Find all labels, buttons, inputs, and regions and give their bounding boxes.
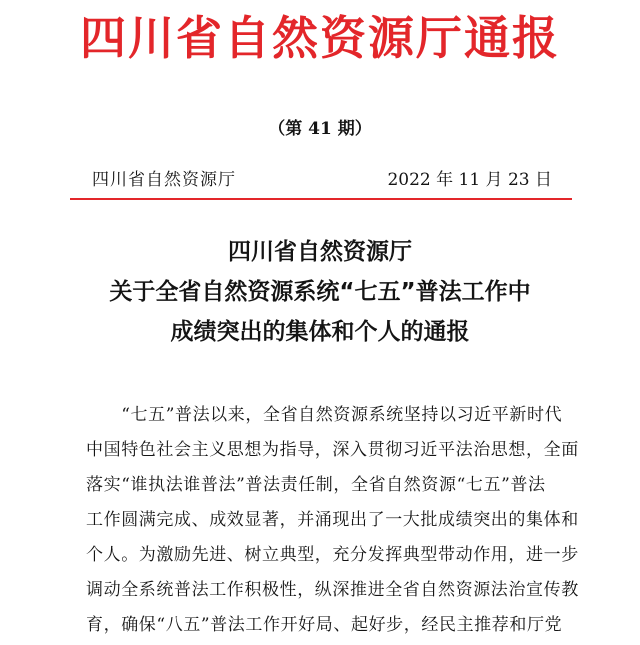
body-line: 育，确保“八五”普法工作开好局、起好步，经民主推荐和厅党 [86,615,563,635]
issuer-name: 四川省自然资源厅 [92,170,236,190]
body-line: “七五”普法以来，全省自然资源系统坚持以习近平新时代 [86,405,563,425]
title-line: 四川省自然资源厅 [228,239,412,265]
document-title [0,232,640,352]
body-line: 个人。为激励先进、树立典型，充分发挥典型带动作用，进一步 [86,545,579,565]
title-line: 关于全省自然资源系统“七五”普法工作中 [109,279,531,305]
red-divider [70,198,572,200]
body-line: 工作圆满完成、成效显著，并涌现出了一大批成绩突出的集体和 [86,510,579,530]
body-line: 调动全系统普法工作积极性，纵深推进全省自然资源法治宣传教 [86,580,579,600]
title-line: 成绩突出的集体和个人的通报 [170,319,470,345]
issue-number: （第 41 期） [268,119,372,139]
body-paragraph [86,398,596,643]
issue-date: 2022 年 11 月 23 日 [387,170,552,190]
body-line: 中国特色社会主义思想为指导，深入贯彻习近平法治思想，全面 [86,440,579,460]
masthead-title: 四川省自然资源厅通报 [80,11,560,65]
body-line: 落实“谁执法谁普法”普法责任制，全省自然资源“七五”普法 [86,475,546,495]
meta-row [92,168,552,192]
